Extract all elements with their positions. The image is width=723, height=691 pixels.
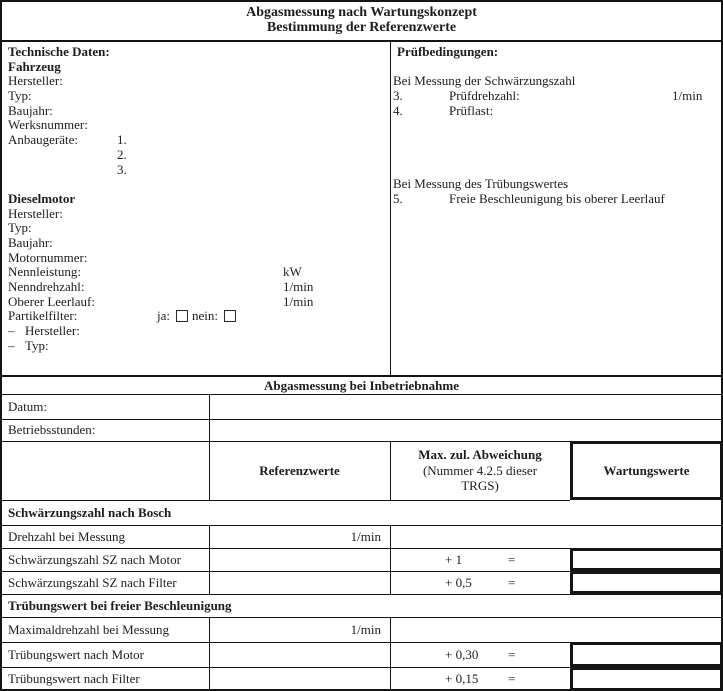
pruefdrehzahl-unit: 1/min [672, 88, 703, 103]
schwaerzung-intro: Bei Messung der Schwärzungszahl [393, 73, 576, 88]
sz-filter-addend: + 0,5 [445, 575, 472, 590]
sz-motor-wartungswert-cell[interactable] [570, 548, 723, 571]
title-divider [0, 40, 723, 42]
vehicle-baujahr-label: Baujahr: [8, 103, 53, 118]
wartungswerte-header: Wartungswerte [570, 441, 723, 500]
t-motor-wartungswert-cell[interactable] [570, 642, 723, 667]
filter-typ-label: Typ: [25, 338, 49, 353]
tech-heading: Technische Daten: [8, 44, 110, 59]
anbaugeraete-item2: 2. [117, 147, 127, 162]
anbaugeraete-line [0, 132, 390, 147]
abweichung-header-line2: (Nummer 4.2.5 dieser [422, 462, 538, 478]
item5-number: 5. [393, 191, 403, 206]
maxdrehzahl-unit: 1/min [350, 621, 381, 637]
anbaugeraete-item1: 1. [117, 132, 127, 147]
sz-filter-value-cell[interactable] [209, 571, 390, 594]
referenzwerte-header: Referenzwerte [259, 462, 340, 478]
dash-icon: – [8, 338, 15, 353]
partikelfilter-line [0, 308, 390, 323]
nein-checkbox[interactable] [224, 310, 236, 322]
t-motor-label: Trübungswert nach Motor [8, 646, 145, 662]
t-filter-label: Trübungswert nach Filter [8, 671, 140, 686]
freie-beschleunigung-label: Freie Beschleunigung bis oberer Leerlauf [449, 191, 665, 206]
nenndrehzahl-line [0, 279, 390, 294]
drehzahl-unit: 1/min [350, 528, 381, 544]
sz-filter-label: Schwärzungszahl SZ nach Filter [8, 574, 177, 590]
filter-hersteller-label: Hersteller: [25, 323, 80, 338]
abweichung-header-line1: Max. zul. Abweichung [418, 447, 542, 462]
abweichung-header [390, 441, 570, 500]
engine-heading: Dieselmotor [8, 191, 76, 206]
nenndrehzahl-unit: 1/min [283, 279, 314, 294]
prueflast-label: Prüflast: [449, 103, 494, 118]
sz-filter-wartungswert-cell[interactable] [570, 571, 723, 594]
t-motor-formula-cell [390, 642, 570, 667]
filter-hersteller-line [0, 323, 390, 338]
drehzahl-value-cell[interactable] [209, 525, 390, 548]
sz-motor-value-cell[interactable] [209, 548, 390, 571]
betriebsstunden-value-cell[interactable] [209, 419, 723, 441]
freie-beschleunigung-line [0, 191, 723, 206]
partikelfilter-label: Partikelfilter: [8, 308, 78, 323]
nein-label: nein: [192, 308, 218, 323]
nenndrehzahl-label: Nenndrehzahl: [8, 279, 85, 294]
equals-sign: = [508, 671, 516, 686]
ja-checkbox[interactable] [176, 310, 188, 322]
engine-baujahr-label: Baujahr: [8, 235, 53, 250]
anbaugeraete-label: Anbaugeräte: [8, 132, 79, 147]
truebung-section-heading: Trübungswert bei freier Beschleunigung [8, 597, 232, 613]
t-motor-value-cell[interactable] [209, 642, 390, 667]
nennleistung-line [0, 264, 390, 279]
equals-sign: = [508, 552, 516, 567]
page-title: Abgasmessung nach Wartungskonzept [246, 5, 477, 20]
t-motor-addend: + 0,30 [445, 647, 479, 662]
inbetriebnahme-heading: Abgasmessung bei Inbetriebnahme [263, 378, 460, 393]
engine-typ-label: Typ: [8, 220, 32, 235]
drehzahl-label: Drehzahl bei Messung [8, 528, 125, 544]
item4-number: 4. [393, 103, 403, 118]
motornummer-label: Motornummer: [8, 250, 88, 265]
sz-filter-formula-cell [390, 571, 570, 594]
oberer-leerlauf-unit: 1/min [283, 294, 314, 309]
equals-sign: = [508, 647, 516, 662]
cell-divider [390, 441, 391, 500]
bosch-section-heading: Schwärzungszahl nach Bosch [8, 504, 172, 520]
betriebsstunden-label: Betriebsstunden: [8, 422, 96, 437]
t-filter-formula-cell [390, 667, 570, 691]
sz-motor-formula-cell [390, 548, 570, 571]
abweichung-header-line3: TRGS) [461, 478, 499, 493]
oberer-leerlauf-label: Oberer Leerlauf: [8, 294, 95, 309]
equals-sign: = [508, 575, 516, 590]
t-filter-value-cell[interactable] [209, 667, 390, 691]
nennleistung-label: Nennleistung: [8, 264, 81, 279]
datum-value-cell[interactable] [209, 394, 723, 419]
vehicle-heading: Fahrzeug [8, 59, 61, 74]
page-subtitle: Bestimmung der Referenzwerte [266, 20, 457, 35]
sz-motor-addend: + 1 [445, 552, 463, 567]
sz-motor-label: Schwärzungszahl SZ nach Motor [8, 551, 181, 567]
pruefdrehzahl-line [0, 88, 723, 103]
t-filter-wartungswert-cell[interactable] [570, 667, 723, 691]
pruef-heading: Prüfbedingungen: [397, 44, 499, 59]
anbaugeraete-item3: 3. [117, 162, 127, 177]
dash-icon: – [8, 323, 15, 338]
prueflast-line [0, 103, 723, 118]
engine-hersteller-label: Hersteller: [8, 206, 63, 221]
t-filter-addend: + 0,15 [445, 671, 479, 686]
ja-label: ja: [157, 308, 170, 323]
maxdrehzahl-value-cell[interactable] [209, 617, 390, 642]
werksnummer-label: Werksnummer: [8, 117, 88, 132]
vehicle-typ-label: Typ: [8, 88, 32, 103]
maxdrehzahl-label: Maximaldrehzahl bei Messung [8, 621, 170, 637]
oberer-leerlauf-line [0, 294, 390, 309]
item3-number: 3. [393, 88, 403, 103]
nennleistung-unit: kW [283, 264, 302, 279]
truebung-intro: Bei Messung des Trübungswertes [393, 176, 569, 191]
vehicle-hersteller-label: Hersteller: [8, 73, 63, 88]
datum-label: Datum: [8, 398, 47, 414]
filter-typ-line [0, 338, 390, 353]
pruefdrehzahl-label: Prüfdrehzahl: [449, 88, 520, 103]
